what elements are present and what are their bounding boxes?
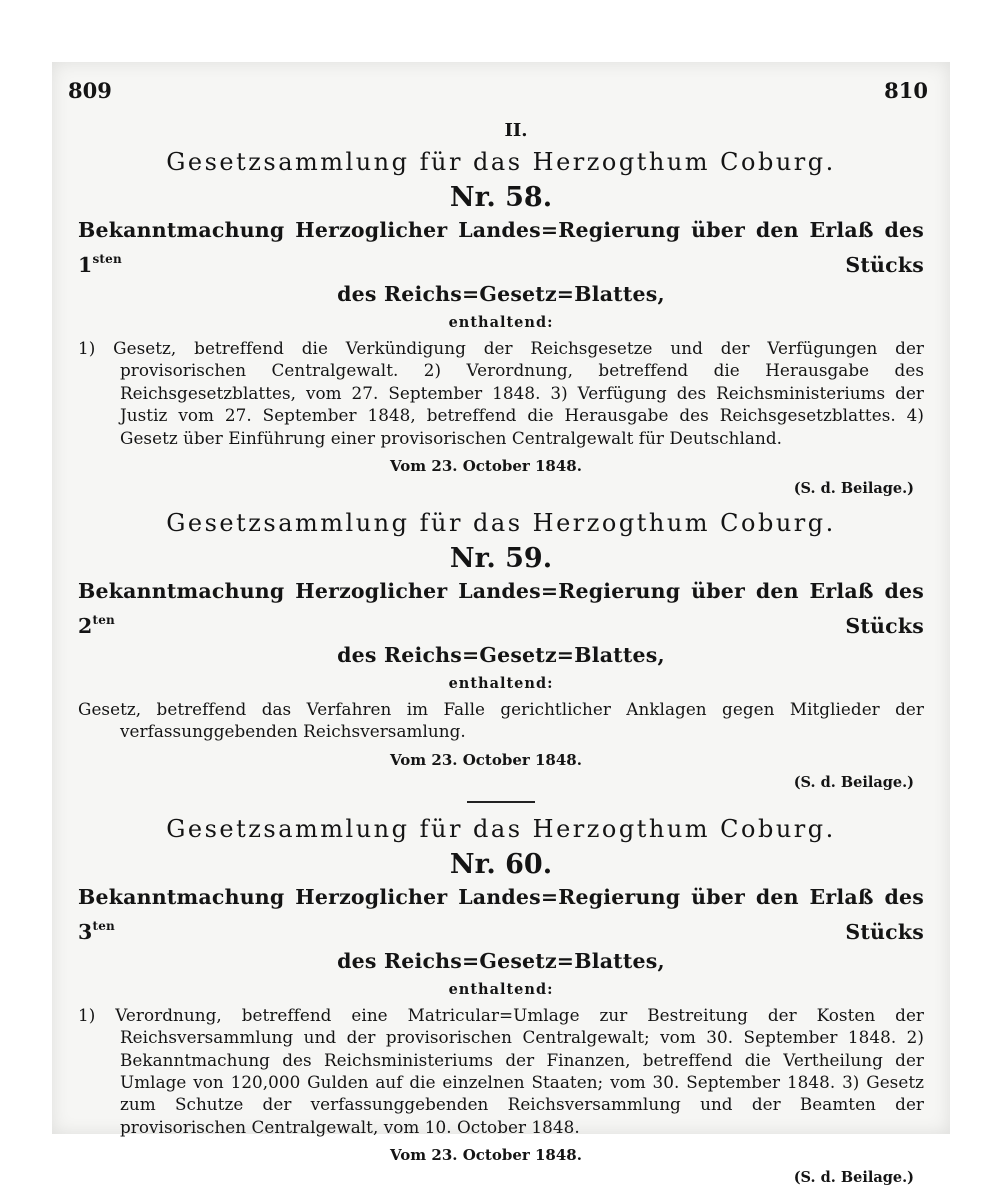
date-line: Vom 23. October 1848. <box>390 750 582 769</box>
ordinal-suffix: sten <box>92 252 122 266</box>
left-page-number: 809 <box>68 78 112 103</box>
announcement-line2: des Reichs=Gesetz=Blattes, <box>337 948 665 973</box>
supplement-note: (S. d. Beilage.) <box>793 480 914 498</box>
announcement-line2: des Reichs=Gesetz=Blattes, <box>337 282 665 306</box>
section-body <box>78 698 924 743</box>
containing-label: enthaltend: <box>448 980 554 998</box>
date-line: Vom 23. October 1848. <box>390 457 582 476</box>
announcement-line1: Bekanntmachung Herzoglicher Landes=Regierung über den Erlaß des 3 <box>78 884 924 944</box>
section-body <box>78 337 924 449</box>
containing-label: enthaltend: <box>448 675 554 693</box>
ordinal-suffix: ten <box>92 613 115 628</box>
right-page-number: 810 <box>884 78 928 103</box>
section-nr-60 <box>78 811 924 1188</box>
section-divider <box>467 801 535 803</box>
collection-title: Gesetzsammlung für das Herzogthum Coburg. <box>166 509 836 538</box>
announcement-line1-end: Stücks <box>114 614 924 639</box>
collection-title: Gesetzsammlung für das Herzogthum Coburg. <box>166 148 836 176</box>
section-nr-58 <box>78 144 924 499</box>
section-number: Nr. 59. <box>449 543 553 575</box>
containing-label: enthaltend: <box>448 314 554 331</box>
announcement-line1: Bekanntmachung Herzoglicher Landes=Regierung über den Erlaß des 1 <box>78 218 924 277</box>
announcement-line2: des Reichs=Gesetz=Blattes, <box>337 643 665 668</box>
ordinal-suffix: ten <box>92 918 115 933</box>
announcement-heading <box>78 216 924 309</box>
body-text: Gesetz, betreffend das Verfahren im Falle gerichtlicher Anklagen gegen Mitglieder der verfassunggebenden Reichsversamlung. <box>78 699 924 742</box>
date-line: Vom 23. October 1848. <box>390 1146 582 1165</box>
supplement-note: (S. d. Beilage.) <box>793 773 914 791</box>
announcement-line1: Bekanntmachung Herzoglicher Landes=Regierung über den Erlaß des 2 <box>78 579 924 639</box>
announcement-line1-end: Stücks <box>121 253 924 277</box>
section-nr-59 <box>78 505 924 793</box>
section-body <box>78 1004 924 1138</box>
announcement-line1-end: Stücks <box>114 919 924 944</box>
announcement-heading <box>78 883 924 976</box>
section-number: Nr. 60. <box>449 848 553 880</box>
body-text: Verordnung, betreffend eine Matricular=Umlage zur Bestreitung der Kosten der Reichsversammlung und der provisorischen Centralgewalt; vom 30. September 1848. 2) Bekanntmachung des Reichsministeriums der Finanzen, betreffend die Vertheilung der Umlage von 120,000 Gulden auf die einzelnen Staaten; vom 30. September 1848. 3) Gesetz zum Schutze der verfassunggebenden Reichsversammlung und der Beamten der provisorischen Centralgewalt, vom 10. October 1848. <box>115 1004 925 1137</box>
page-content <box>78 118 924 1188</box>
body-lead: 1) <box>78 1004 96 1025</box>
supplement-note: (S. d. Beilage.) <box>793 1169 914 1187</box>
part-numeral: II. <box>504 120 528 141</box>
section-number: Nr. 58. <box>449 182 553 213</box>
body-text: Gesetz, betreffend die Verkündigung der Reichsgesetze und der Verfügungen der provisorischen Centralgewalt. 2) Verordnung, betreffend die Herausgabe des Reichsgesetzblattes, vom 27. September 1848. 3) Verfügung des Reichsministeriums der Justiz vom 27. September 1848, betreffend die Herausgabe des Reichsgesetzblattes. 4) Gesetz über Einführung einer provisorischen Centralgewalt für Deutschland. <box>113 338 925 448</box>
announcement-heading <box>78 577 924 670</box>
collection-title: Gesetzsammlung für das Herzogthum Coburg. <box>166 814 836 843</box>
body-lead: 1) <box>78 338 96 358</box>
